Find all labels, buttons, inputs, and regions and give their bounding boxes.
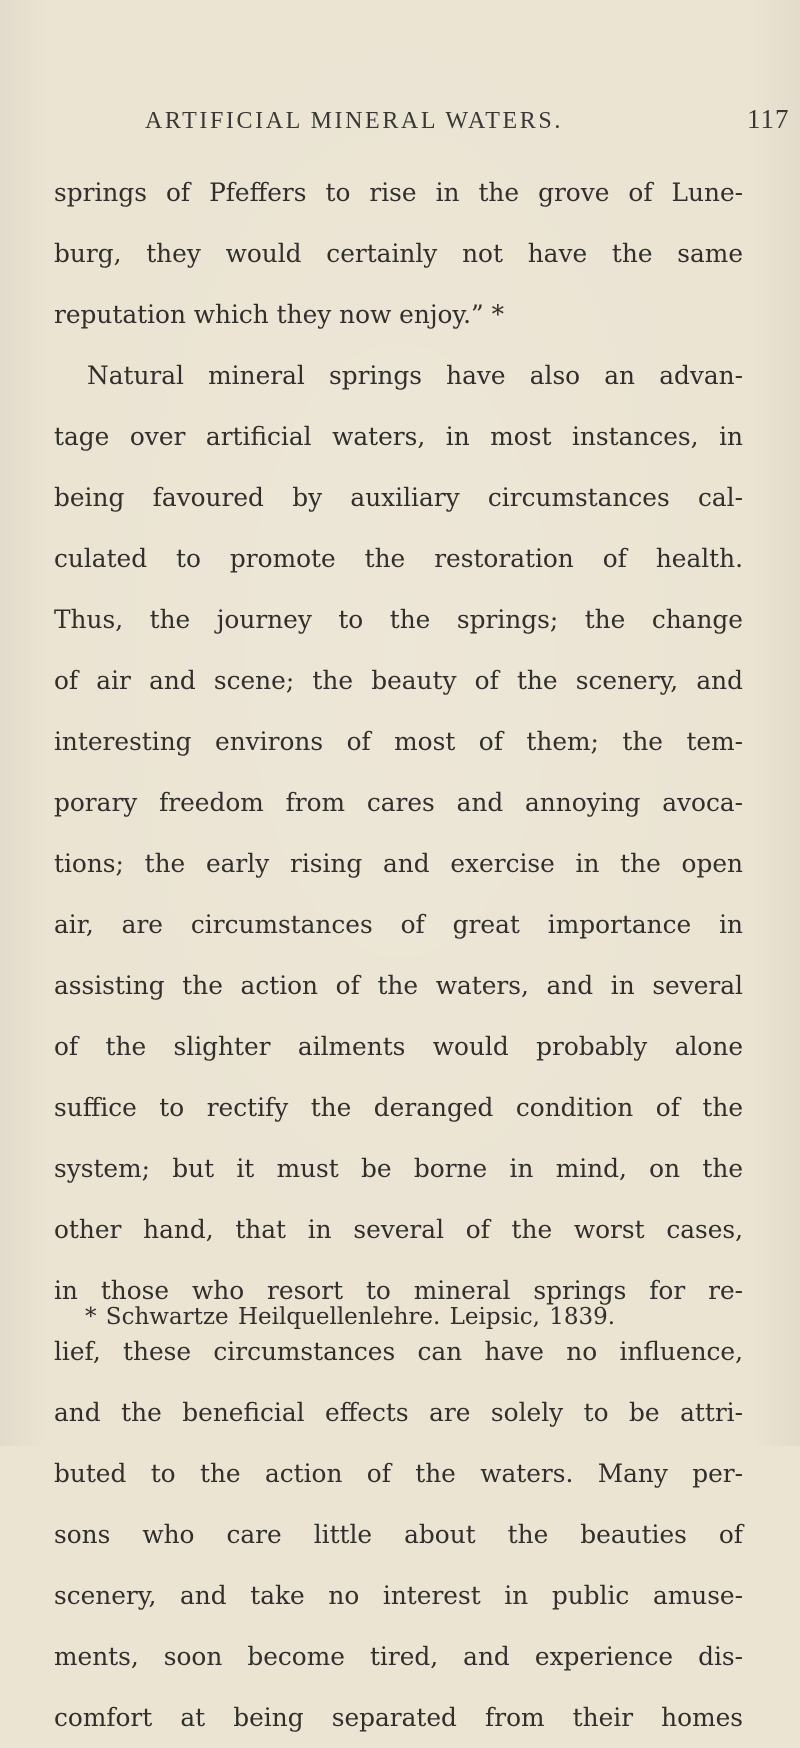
text-line: air, are circumstances of great importance in (54, 910, 743, 939)
text-line: tions; the early rising and exercise in the open (54, 849, 743, 878)
text-line: sons who care little about the beauties of (54, 1520, 743, 1549)
text-line: other hand, that in several of the worst cases, (54, 1215, 743, 1244)
text-line: interesting environs of most of them; the tem- (54, 727, 743, 756)
text-line: comfort at being separated from their homes (54, 1703, 743, 1732)
text-line: and the beneficial effects are solely to be attri- (54, 1398, 743, 1427)
text-line: in those who resort to mineral springs for re- (54, 1276, 743, 1305)
text-line: springs of Pfeffers to rise in the grove of Lune- (54, 178, 743, 207)
text-line: suffice to rectify the deranged condition of the (54, 1093, 743, 1122)
text-line: porary freedom from cares and annoying avoca- (54, 788, 743, 817)
text-line: tage over artificial waters, in most instances, in (54, 422, 743, 451)
text-line: scenery, and take no interest in public amuse- (54, 1581, 743, 1610)
text-line: Thus, the journey to the springs; the change (54, 605, 743, 634)
running-title: ARTIFICIAL MINERAL WATERS. (145, 108, 563, 134)
page-number: 117 (747, 104, 790, 134)
text-line: being favoured by auxiliary circumstances cal- (54, 483, 743, 512)
footnote: * Schwartze Heilquellenlehre. Leipsic, 1839. (85, 1304, 616, 1330)
text-line: of the slighter ailments would probably alone (54, 1032, 743, 1061)
text-line: buted to the action of the waters. Many per- (54, 1459, 743, 1488)
text-line: system; but it must be borne in mind, on the (54, 1154, 743, 1183)
text-line: lief, these circumstances can have no influence, (54, 1337, 743, 1366)
running-head (145, 104, 790, 148)
text-line: reputation which they now enjoy.” * (54, 300, 504, 329)
text-line: assisting the action of the waters, and in several (54, 971, 743, 1000)
body-text (54, 162, 743, 1748)
text-line: burg, they would certainly not have the same (54, 239, 743, 268)
text-line: Natural mineral springs have also an advan- (87, 361, 743, 390)
text-line: ments, soon become tired, and experience dis- (54, 1642, 743, 1671)
text-line: of air and scene; the beauty of the scenery, and (54, 666, 743, 695)
text-line: culated to promote the restoration of health. (54, 544, 743, 573)
